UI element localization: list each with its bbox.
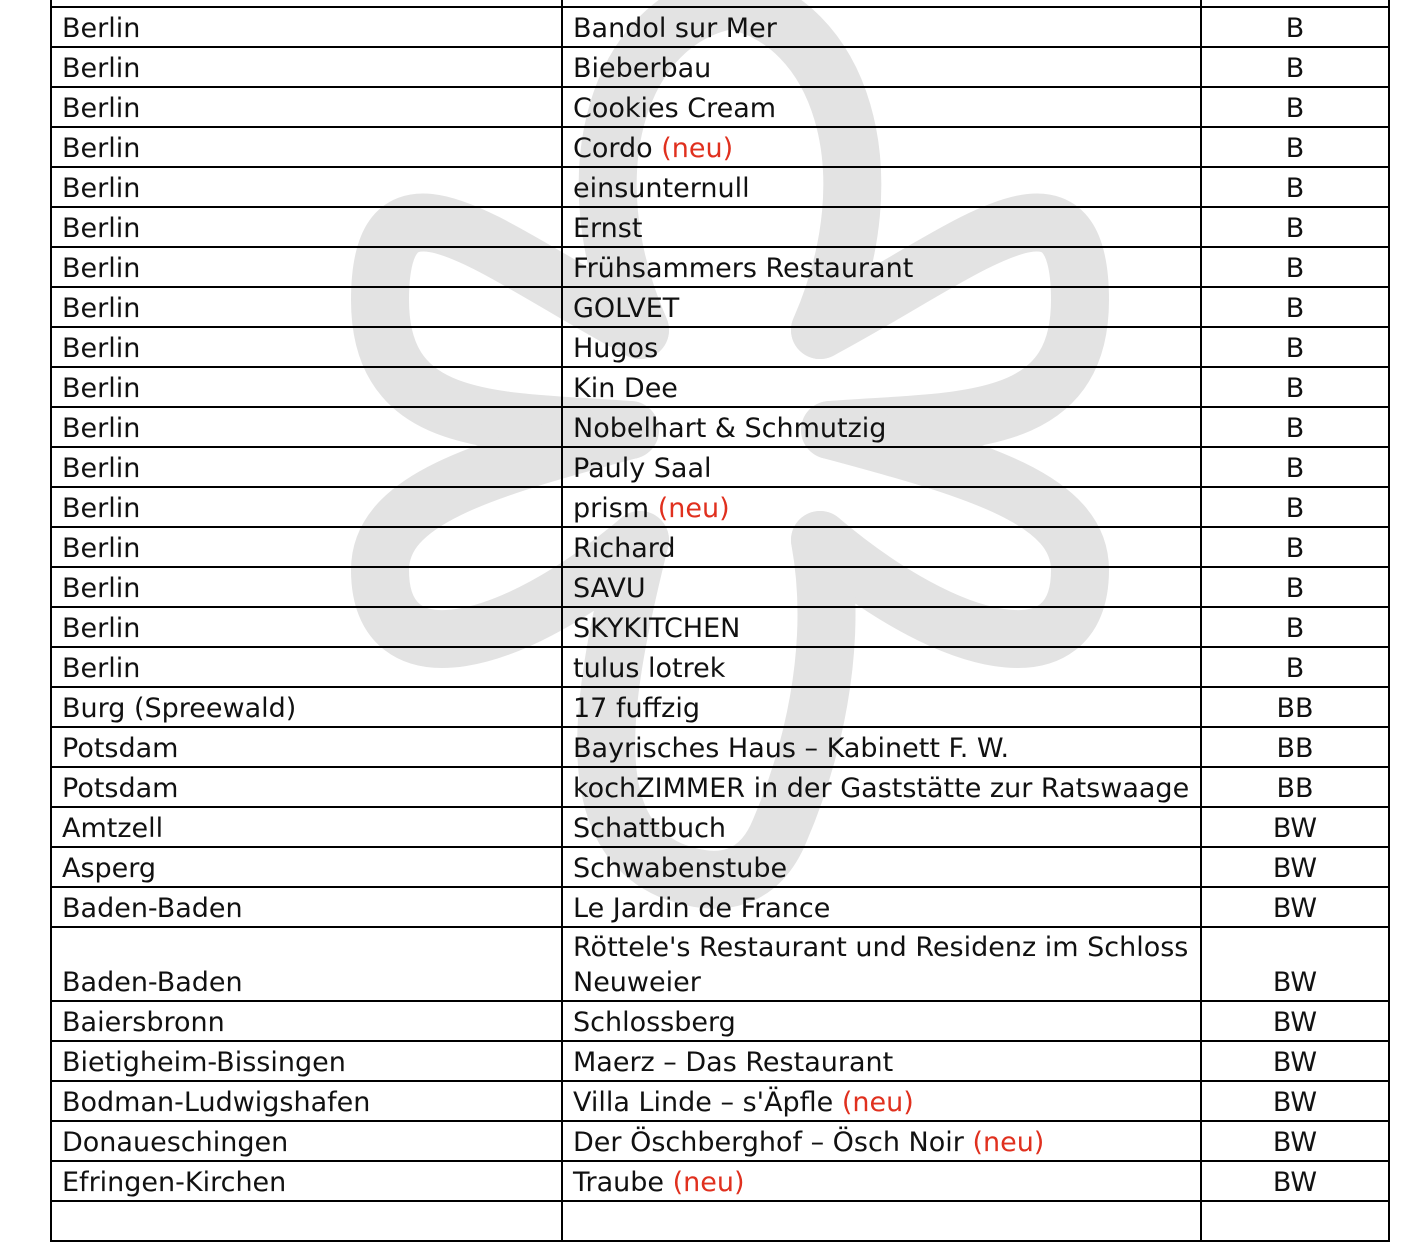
city-cell: Potsdam [51,767,562,807]
table-row [51,1041,1389,1081]
table-row [51,567,1389,607]
city-cell: Baden-Baden [51,927,562,1001]
state-cell: B [1201,367,1389,407]
restaurant-cell: Le Jardin de France [562,887,1201,927]
restaurant-table-container [50,0,1390,1242]
city-cell: Burg (Spreewald) [51,687,562,727]
restaurant-cell: Nobelhart & Schmutzig [562,407,1201,447]
state-cell: BB [1201,687,1389,727]
city-cell: Berlin [51,47,562,87]
table-row [51,87,1389,127]
table-row [51,847,1389,887]
restaurant-cell: Traube (neu) [562,1161,1201,1201]
state-cell: B [1201,207,1389,247]
table-row [51,1121,1389,1161]
city-cell: Bodman-Ludwigshafen [51,1081,562,1121]
city-cell: Baiersbronn [51,1001,562,1041]
state-cell: B [1201,247,1389,287]
state-cell: BW [1201,1121,1389,1161]
table-row [51,127,1389,167]
restaurant-cell: Der Öschberghof – Ösch Noir (neu) [562,1121,1201,1161]
new-marker: (neu) [672,1167,745,1198]
table-row [51,207,1389,247]
state-cell: BW [1201,1081,1389,1121]
restaurant-cell: Hugos [562,327,1201,367]
restaurant-cell: Kin Dee [562,367,1201,407]
state-cell: BB [1201,727,1389,767]
restaurant-cell: 17 fuffzig [562,687,1201,727]
new-marker: (neu) [661,133,734,164]
state-cell: BW [1201,1041,1389,1081]
table-row [51,1201,1389,1241]
state-cell: B [1201,647,1389,687]
table-row [51,7,1389,47]
city-cell: Berlin [51,167,562,207]
state-cell: B [1201,407,1389,447]
state-cell: B [1201,7,1389,47]
restaurant-cell [562,1201,1201,1241]
restaurant-cell: Cookies Cream [562,87,1201,127]
state-cell: B [1201,447,1389,487]
restaurant-cell: Ernst [562,207,1201,247]
table-row [51,647,1389,687]
state-cell: B [1201,567,1389,607]
new-marker: (neu) [657,493,730,524]
city-cell: Donaueschingen [51,1121,562,1161]
city-cell: Berlin [51,607,562,647]
state-cell: B [1201,607,1389,647]
restaurant-cell: Schlossberg [562,1001,1201,1041]
table-row [51,607,1389,647]
restaurant-cell: kochZIMMER in der Gaststätte zur Ratswaage [562,767,1201,807]
table-row [51,447,1389,487]
table-row [51,727,1389,767]
table-row [51,407,1389,447]
table-row [51,167,1389,207]
restaurant-cell: Pauly Saal [562,447,1201,487]
restaurant-cell: Cordo (neu) [562,127,1201,167]
city-cell: Asperg [51,847,562,887]
table-row [51,327,1389,367]
city-cell: Berlin [51,7,562,47]
state-cell: BW [1201,807,1389,847]
city-cell: Baden-Baden [51,887,562,927]
restaurant-cell: Schattbuch [562,807,1201,847]
table-row [51,1081,1389,1121]
state-cell: BW [1201,847,1389,887]
city-cell [51,1201,562,1241]
table-row [51,927,1389,1001]
restaurant-cell [562,0,1201,7]
city-cell: Berlin [51,447,562,487]
restaurant-cell: Schwabenstube [562,847,1201,887]
city-cell: Berlin [51,207,562,247]
city-cell: Berlin [51,487,562,527]
table-row [51,887,1389,927]
city-cell: Berlin [51,367,562,407]
city-cell: Berlin [51,327,562,367]
restaurant-cell: Bayrisches Haus – Kabinett F. W. [562,727,1201,767]
state-cell: B [1201,527,1389,567]
city-cell [51,0,562,7]
city-cell: Berlin [51,567,562,607]
city-cell: Berlin [51,527,562,567]
state-cell: BB [1201,767,1389,807]
state-cell: B [1201,287,1389,327]
table-row [51,247,1389,287]
state-cell: B [1201,327,1389,367]
city-cell: Amtzell [51,807,562,847]
restaurant-table [50,0,1390,1242]
table-row [51,527,1389,567]
city-cell: Berlin [51,127,562,167]
state-cell [1201,1201,1389,1241]
city-cell: Efringen-Kirchen [51,1161,562,1201]
city-cell: Berlin [51,407,562,447]
city-cell: Potsdam [51,727,562,767]
state-cell: BW [1201,887,1389,927]
table-row [51,807,1389,847]
restaurant-cell: Röttele's Restaurant und Residenz im Schloss Neuweier [562,927,1201,1001]
state-cell: B [1201,47,1389,87]
table-row [51,1161,1389,1201]
state-cell: B [1201,487,1389,527]
restaurant-cell: Bandol sur Mer [562,7,1201,47]
table-row [51,1001,1389,1041]
city-cell: Berlin [51,287,562,327]
state-cell: BW [1201,1001,1389,1041]
new-marker: (neu) [841,1087,914,1118]
table-row [51,367,1389,407]
table-row [51,0,1389,7]
city-cell: Berlin [51,647,562,687]
restaurant-cell: SAVU [562,567,1201,607]
city-cell: Berlin [51,247,562,287]
state-cell: B [1201,87,1389,127]
state-cell: BW [1201,927,1389,1001]
state-cell: B [1201,167,1389,207]
restaurant-cell: SKYKITCHEN [562,607,1201,647]
city-cell: Bietigheim-Bissingen [51,1041,562,1081]
table-row [51,47,1389,87]
restaurant-cell: Richard [562,527,1201,567]
restaurant-cell: Frühsammers Restaurant [562,247,1201,287]
restaurant-cell: Bieberbau [562,47,1201,87]
city-cell: Berlin [51,87,562,127]
table-row [51,767,1389,807]
restaurant-table-body [51,0,1389,1241]
new-marker: (neu) [972,1127,1045,1158]
restaurant-cell: tulus lotrek [562,647,1201,687]
table-row [51,487,1389,527]
restaurant-cell: Maerz – Das Restaurant [562,1041,1201,1081]
table-row [51,687,1389,727]
state-cell: B [1201,127,1389,167]
restaurant-cell: prism (neu) [562,487,1201,527]
table-row [51,287,1389,327]
restaurant-cell: einsunternull [562,167,1201,207]
state-cell [1201,0,1389,7]
restaurant-cell: Villa Linde – s'Äpfle (neu) [562,1081,1201,1121]
state-cell: BW [1201,1161,1389,1201]
restaurant-cell: GOLVET [562,287,1201,327]
